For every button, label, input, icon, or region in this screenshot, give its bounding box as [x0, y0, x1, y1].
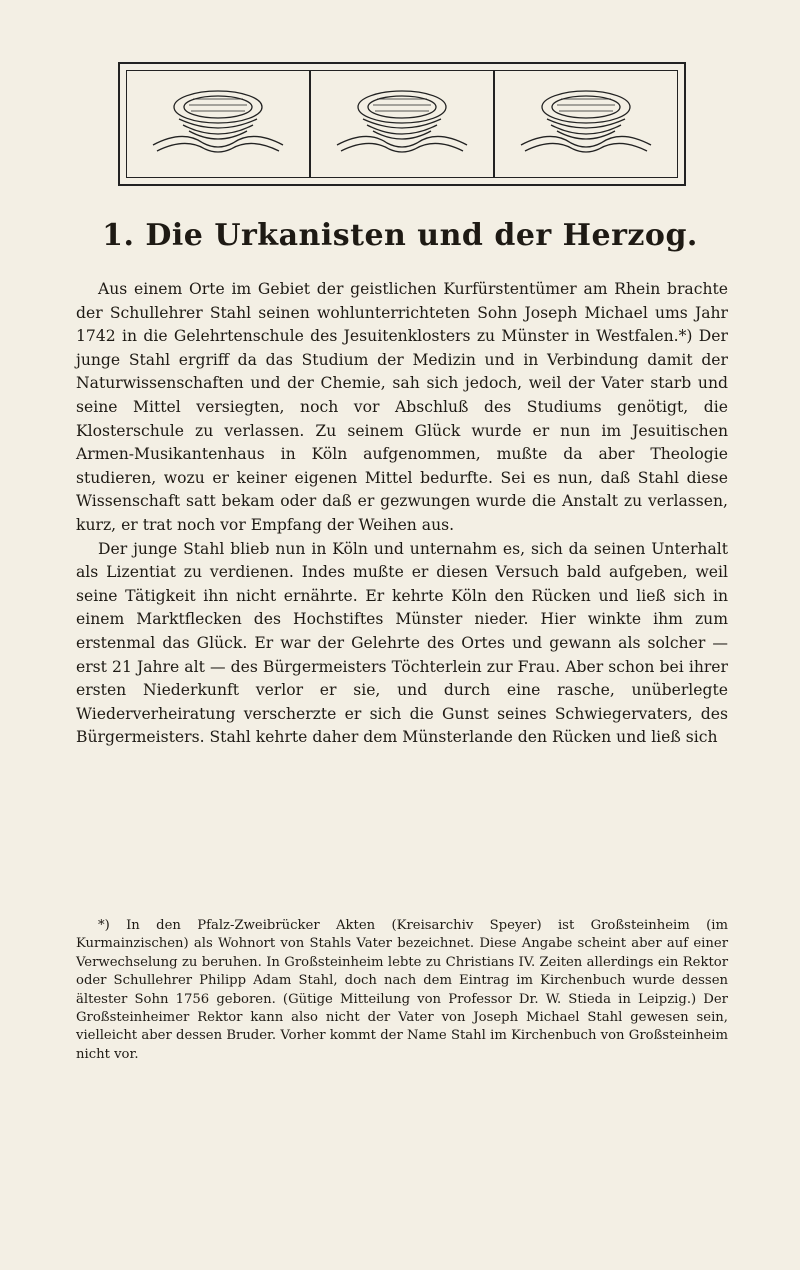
crown-ornament-icon: [143, 85, 293, 165]
ornament-panel-left: [127, 71, 311, 177]
footnote: [76, 917, 728, 1064]
crown-ornament-icon: [327, 85, 477, 165]
footnote-text: *) In den Pfalz-Zweibrücker Akten (Kreisarchiv Speyer) ist Großsteinheim (im Kurmainzischen) als Wohnort von Stahls Vater bezeichnet. Diese Angabe scheint aber auf einer Verwechselung zu beruhen. In Großsteinheim lebte zu Christians IV. Zeiten allerdings ein Rektor oder Schullehrer Philipp Adam Stahl, doch nach dem Eintrag im Kirchenbuch wurde dessen ältester Sohn 1756 geboren. (Gütige Mitteilung von Professor Dr. W. Stieda in Leipzig.) Der Großsteinheimer Rektor kann also nicht der Vater von Joseph Michael Stahl gewesen sein, vielleicht aber dessen Bruder. Vorher kommt der Name Stahl im Kirchenbuch von Großsteinheim nicht vor.: [76, 918, 728, 1062]
paragraph: Der junge Stahl blieb nun in Köln und unternahm es, sich da seinen Unterhalt als Lizentiat zu verdienen. Indes mußte er diesen Versuch bald aufgeben, weil seine Tätigkeit ihn nicht ernährte. Er kehrte Köln den Rücken und ließ sich in einem Marktflecken des Hochstiftes Münster nieder. Hier winkte ihm zum erstenmal das Glück. Er war der Gelehrte des Ortes und gewann als solcher — erst 21 Jahre alt — des Bürgermeisters Töchterlein zur Frau. Aber schon bei ihrer ersten Niederkunft verlor er sie, und durch eine rasche, unüberlegte Wiederverheiratung verscherzte er sich die Gunst seines Schwiegervaters, des Bürgermeisters. Stahl kehrte daher dem Münsterlande den Rücken und ließ sich: [76, 539, 728, 747]
paragraph: Aus einem Orte im Gebiet der geistlichen Kurfürstentümer am Rhein brachte der Schullehrer Stahl seinen wohlunterrichteten Sohn Joseph Michael ums Jahr 1742 in die Gelehrtenschule des Jesuitenklosters zu Münster in Westfalen.*) Der junge Stahl ergriff da das Studium der Medizin und in Verbindung damit der Naturwissenschaften und der Chemie, sah sich jedoch, weil der Vater starb und seine Mittel versiegten, noch vor Abschluß des Studiums genötigt, die Klosterschule zu verlassen. Zu seinem Glück wurde er nun im Jesuitischen Armen-Musikantenhaus in Köln aufgenommen, mußte da aber Theologie studieren, wozu er keiner eigenen Mittel bedurfte. Sei es nun, daß Stahl diese Wissenschaft satt bekam oder daß er gezwungen wurde die Anstalt zu verlassen, kurz, er trat noch vor Empfang der Weihen aus.: [76, 280, 728, 534]
ornament-panel-right: [495, 71, 677, 177]
ornament-panel-center: [311, 71, 495, 177]
crown-ornament-icon: [511, 85, 661, 165]
chapter-heading: 1. Die Urkanisten und der Herzog.: [102, 218, 698, 253]
body-text: [76, 278, 728, 750]
ornamental-header: [118, 62, 686, 186]
ornament-frame: [126, 70, 678, 178]
